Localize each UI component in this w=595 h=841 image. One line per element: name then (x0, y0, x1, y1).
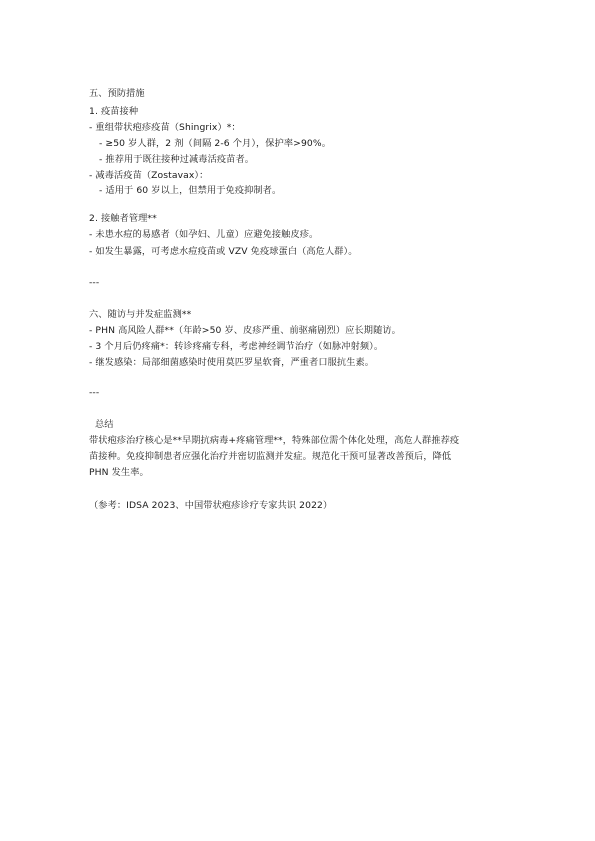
zvl-vaccine-item: - 减毒活疫苗（Zostavax）： (89, 170, 209, 181)
reference-note: （参考：IDSA 2023、中国带状疱疹诊疗专家共识 2022） (89, 500, 333, 511)
separator-2: --- (89, 387, 100, 398)
followup-item-1: - PHN 高风险人群**（年龄>50 岁、皮疹严重、前驱痛剧烈）应长期随访。 (89, 325, 401, 336)
followup-item-2: - 3 个月后仍疼痛*：转诊疼痛专科，考虑神经调节治疗（如脉冲射频）。 (89, 341, 384, 352)
contact-item-2: - 如发生暴露，可考虑水痘疫苗或 VZV 免疫球蛋白（高危人群）。 (89, 246, 358, 257)
section-5-heading: 五、预防措施 (89, 88, 145, 99)
summary-line-3: PHN 发生率。 (89, 467, 149, 478)
followup-item-3: - 继发感染：局部细菌感染时使用莫匹罗星软膏，严重者口服抗生素。 (89, 357, 375, 368)
vaccination-subheading: 1. 疫苗接种 (89, 106, 139, 117)
separator-1: --- (89, 277, 100, 288)
rzv-age-item: - ≥50 岁人群，2 剂（间隔 2-6 个月），保护率>90%。 (99, 138, 331, 149)
zvl-age-item: - 适用于 60 岁以上，但禁用于免疫抑制者。 (99, 185, 282, 196)
contact-management-subheading: 2. 接触者管理** (89, 213, 157, 224)
rzv-recommend-item: - 推荐用于既往接种过减毒活疫苗者。 (99, 154, 255, 165)
summary-line-2: 苗接种。免疫抑制患者应强化治疗并密切监测并发症。规范化干预可显著改善预后，降低 (89, 451, 452, 462)
rzv-vaccine-item: - 重组带状疱疹疫苗（Shingrix）*： (89, 122, 241, 133)
summary-heading: 总结 (95, 419, 114, 430)
contact-item-1: - 未患水痘的易感者（如孕妇、儿童）应避免接触皮疹。 (89, 229, 319, 240)
section-6-heading: 六、随访与并发症监测** (89, 309, 192, 320)
summary-line-1: 带状疱疹治疗核心是**早期抗病毒+疼痛管理**，特殊部位需个体化处理，高危人群推荐疫 (89, 435, 460, 446)
